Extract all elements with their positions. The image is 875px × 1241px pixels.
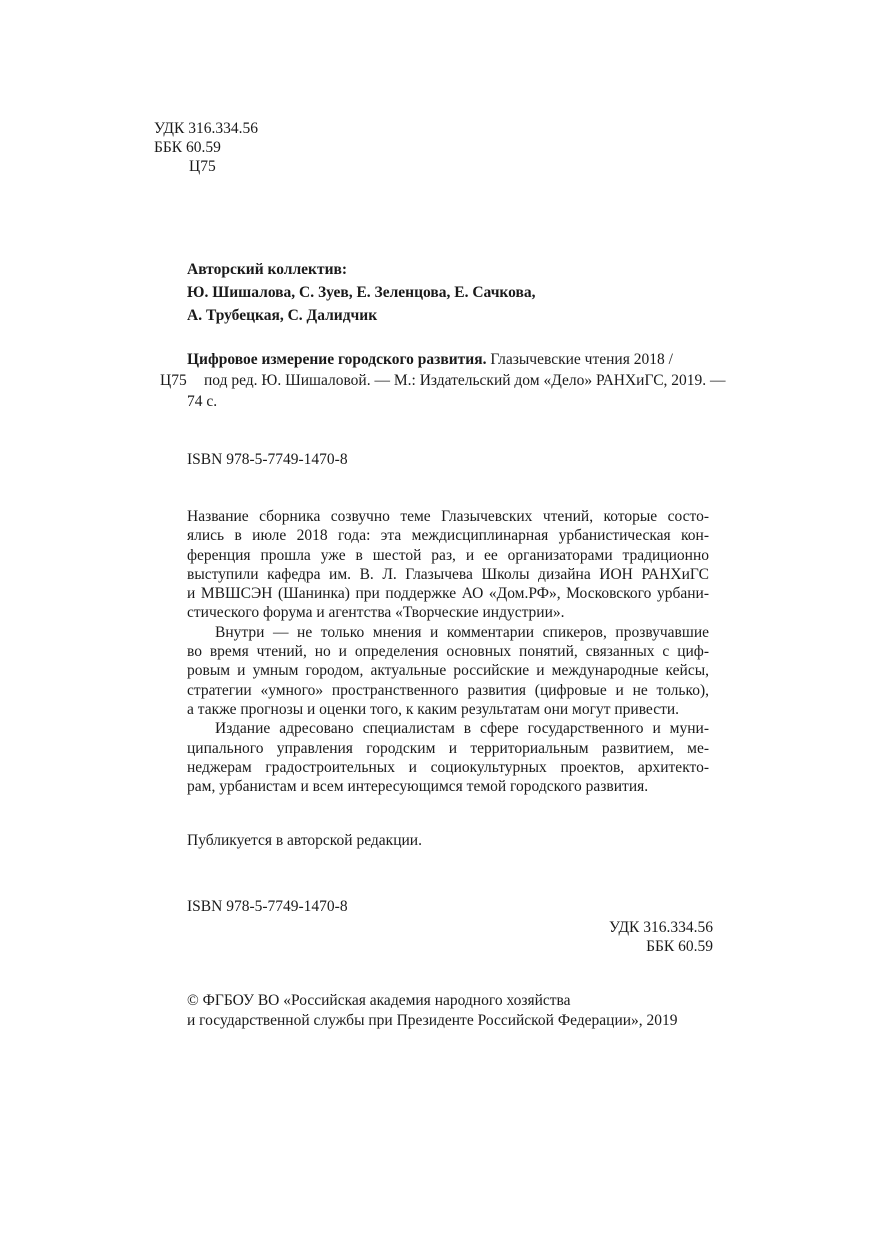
classification-block-bottom (0, 918, 713, 956)
copyright-line-1: © ФГБОУ ВО «Российская академия народного хозяйства (187, 992, 571, 1009)
authors-heading: Авторский коллектив: (187, 261, 348, 278)
biblio-publisher: под ред. Ю. Шишаловой. — М.: Издательский дом «Дело» РАНХиГС, 2019. — (204, 372, 726, 389)
biblio-subtitle: Глазычевские чтения 2018 / (486, 351, 673, 368)
copyright-line-2: и государственной службы при Президенте Российской Федерации», 2019 (187, 1012, 678, 1029)
annotation-line: ялись в июле 2018 года: эта междисциплинарная урбанистическая кон- (187, 527, 709, 545)
annotation-line: рам, урбанистам и всем интересующимся темой городского развития. (187, 778, 649, 796)
author-mark: Ц75 (189, 158, 216, 175)
biblio-pages: 74 с. (187, 393, 218, 410)
annotation-line: выступили кафедра им. В. Л. Глазычева Школы дизайна ИОН РАНХиГС (187, 565, 709, 583)
annotation-line: Издание адресовано специалистам в сфере государственного и муни- (215, 720, 709, 738)
annotation-line: стического форума и агентства «Творческие индустрии». (187, 604, 565, 622)
authors-line-1: Ю. Шишалова, С. Зуев, Е. Зеленцова, Е. Сачкова, (187, 284, 536, 301)
annotation-line: ровым и умным городом, актуальные российские и международные кейсы, (187, 662, 709, 680)
annotation-line: ференция прошла уже в шестой раз, и ее организаторами традиционно (187, 546, 709, 564)
authors-line-2: А. Трубецкая, С. Далидчик (187, 307, 378, 324)
annotation-line: стратегии «умного» пространственного развития (цифровые и не только), (187, 681, 709, 699)
book-title: Цифровое измерение городского развития. (187, 351, 487, 368)
annotation-line: и МВШСЭН (Шанинка) при поддержке АО «Дом.РФ», Московского урбани- (187, 585, 709, 603)
annotation (187, 507, 709, 796)
udk-code: УДК 316.334.56 (154, 120, 258, 137)
annotation-line: Название сборника созвучно теме Глазычевских чтений, которые состо- (187, 508, 709, 525)
annotation-line: а также прогнозы и оценки того, к каким результатам они могут привести. (187, 700, 680, 718)
published-note: Публикуется в авторской редакции. (187, 832, 422, 849)
copyright-block (187, 991, 678, 1031)
biblio-line-1 (160, 349, 726, 370)
biblio-author-mark: Ц75 (160, 372, 187, 389)
biblio-line-2 (160, 370, 726, 391)
classification-block (154, 119, 258, 176)
bbk-code: ББК 60.59 (154, 139, 221, 156)
annotation-line: во время чтений, но и определения основных понятий, связанных с циф- (187, 643, 709, 661)
annotation-line: ципального управления городским и территориальным развитием, ме- (187, 739, 709, 757)
isbn-top: ISBN 978-5-7749-1470-8 (187, 451, 348, 468)
isbn-bottom: ISBN 978-5-7749-1470-8 (187, 898, 348, 915)
authors-block (187, 258, 536, 327)
bibliographic-entry (160, 349, 726, 412)
annotation-line: Внутри — не только мнения и комментарии спикеров, прозвучавшие (215, 623, 709, 641)
annotation-line: неджерам градостроительных и социокультурных проектов, архитекто- (187, 758, 709, 776)
bbk-code-bottom: ББК 60.59 (646, 938, 713, 955)
udk-code-bottom: УДК 316.334.56 (609, 919, 713, 936)
